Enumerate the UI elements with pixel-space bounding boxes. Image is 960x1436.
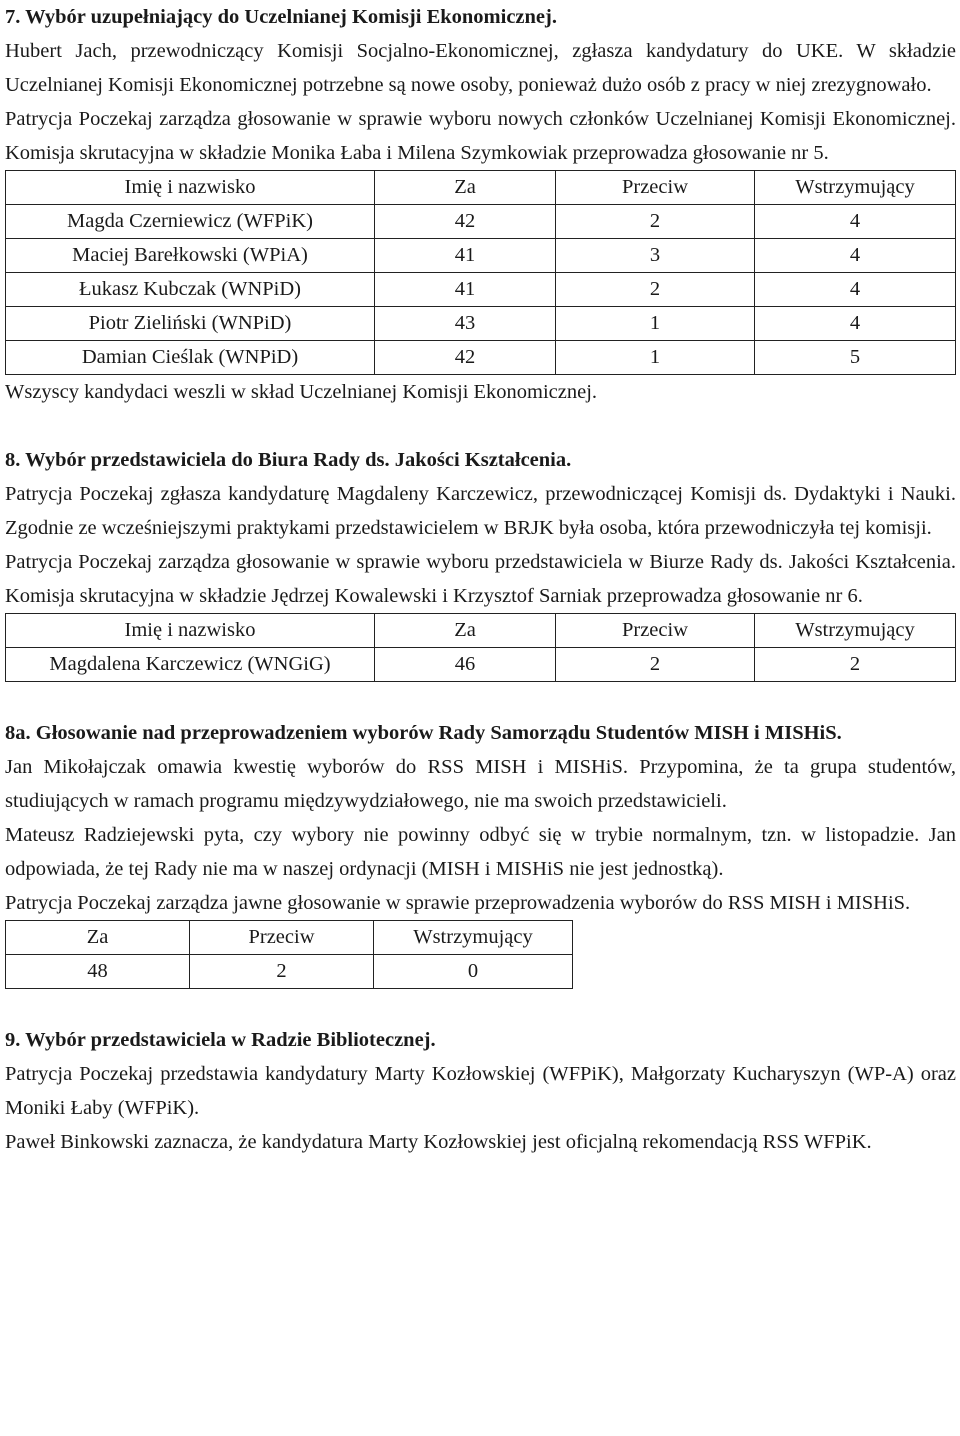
table-row (6, 205, 956, 239)
spacer (5, 682, 956, 716)
section-8a-paragraph-3: Patrycja Poczekaj zarządza jawne głosowanie w sprawie przeprowadzenia wyborów do RSS MISH i MISHiS. (5, 892, 911, 914)
section-7-paragraph-1: Hubert Jach, przewodniczący Komisji Socjalno-Ekonomicznej, zgłasza kandydatury do UKE. W składzie Uczelnianej Komisji Ekonomicznej potrzebne są nowe osoby, ponieważ dużo osób z pracy w niej zrezygnowało. (5, 40, 956, 96)
table-row (6, 648, 956, 682)
header-for: Za (375, 614, 556, 648)
table-header-row (6, 171, 956, 205)
section-9-paragraph-1: Patrycja Poczekaj przedstawia kandydatury Marty Kozłowskiej (WFPiK), Małgorzaty Kucharyszyn (WP-A) oraz Moniki Łaby (WFPiK). (5, 1063, 956, 1119)
table-row (6, 239, 956, 273)
vote-table-6 (5, 613, 956, 682)
header-against: Przeciw (556, 614, 755, 648)
cell-for: 46 (375, 648, 556, 682)
section-8a (5, 716, 956, 989)
section-8a-paragraph-1: Jan Mikołajczak omawia kwestię wyborów do RSS MISH i MISHiS. Przypomina, że ta grupa studentów, studiujących w ramach programu międzywydziałowego, nie ma swoich przedstawicieli. (5, 756, 956, 812)
section-7-heading: 7. Wybór uzupełniający do Uczelnianej Komisji Ekonomicznej. (5, 6, 557, 28)
cell-for: 42 (375, 341, 556, 375)
cell-abstain: 4 (755, 273, 956, 307)
vote-table-5 (5, 170, 956, 375)
cell-for: 43 (375, 307, 556, 341)
header-name: Imię i nazwisko (6, 171, 375, 205)
cell-against: 2 (556, 273, 755, 307)
cell-name: Piotr Zieliński (WNPiD) (6, 307, 375, 341)
section-7-paragraph-3: Wszyscy kandydaci weszli w skład Uczelnianej Komisji Ekonomicznej. (5, 381, 598, 403)
cell-against: 3 (556, 239, 755, 273)
cell-abstain: 2 (755, 648, 956, 682)
cell-for: 41 (375, 239, 556, 273)
cell-against: 1 (556, 341, 755, 375)
cell-against: 2 (556, 648, 755, 682)
section-8 (5, 443, 956, 682)
table-row (6, 341, 956, 375)
cell-against: 2 (556, 205, 755, 239)
table-row (6, 307, 956, 341)
section-8-paragraph-2: Patrycja Poczekaj zarządza głosowanie w sprawie wyboru przedstawiciela w Biurze Rady ds. Jakości Kształcenia. Komisja skrutacyjna w składzie Jędrzej Kowalewski i Krzysztof Sarniak przeprowadza głosowanie nr 6. (5, 551, 956, 607)
cell-name: Łukasz Kubczak (WNPiD) (6, 273, 375, 307)
header-abstain: Wstrzymujący (374, 921, 573, 955)
cell-against: 2 (190, 955, 374, 989)
spacer (5, 989, 956, 1023)
header-for: Za (375, 171, 556, 205)
cell-for: 42 (375, 205, 556, 239)
cell-name: Damian Cieślak (WNPiD) (6, 341, 375, 375)
section-8a-heading: 8a. Głosowanie nad przeprowadzeniem wyborów Rady Samorządu Studentów MISH i MISHiS. (5, 722, 842, 744)
section-9-heading: 9. Wybór przedstawiciela w Radzie Bibliotecznej. (5, 1029, 436, 1051)
cell-name: Magda Czerniewicz (WFPiK) (6, 205, 375, 239)
header-name: Imię i nazwisko (6, 614, 375, 648)
section-9-paragraph-2: Paweł Binkowski zaznacza, że kandydatura Marty Kozłowskiej jest oficjalną rekomendacją RSS WFPiK. (5, 1131, 872, 1153)
table-row (6, 273, 956, 307)
cell-abstain: 5 (755, 341, 956, 375)
section-7 (5, 0, 956, 409)
cell-for: 41 (375, 273, 556, 307)
vote-table-open (5, 920, 573, 989)
cell-abstain: 0 (374, 955, 573, 989)
table-header-row (6, 614, 956, 648)
section-8-heading: 8. Wybór przedstawiciela do Biura Rady ds. Jakości Kształcenia. (5, 449, 572, 471)
section-9 (5, 1023, 956, 1159)
cell-abstain: 4 (755, 205, 956, 239)
cell-for: 48 (6, 955, 190, 989)
cell-name: Magdalena Karczewicz (WNGiG) (6, 648, 375, 682)
cell-abstain: 4 (755, 239, 956, 273)
cell-name: Maciej Barełkowski (WPiA) (6, 239, 375, 273)
spacer (5, 409, 956, 443)
table-header-row (6, 921, 573, 955)
cell-abstain: 4 (755, 307, 956, 341)
header-against: Przeciw (190, 921, 374, 955)
header-against: Przeciw (556, 171, 755, 205)
section-7-paragraph-2: Patrycja Poczekaj zarządza głosowanie w sprawie wyboru nowych członków Uczelnianej Komisji Ekonomicznej. Komisja skrutacyjna w składzie Monika Łaba i Milena Szymkowiak przeprowadza głosowanie nr 5. (5, 108, 956, 164)
header-abstain: Wstrzymujący (755, 614, 956, 648)
table-row (6, 955, 573, 989)
header-abstain: Wstrzymujący (755, 171, 956, 205)
section-8-paragraph-1: Patrycja Poczekaj zgłasza kandydaturę Magdaleny Karczewicz, przewodniczącej Komisji ds. Dydaktyki i Nauki. Zgodnie ze wcześniejszymi praktykami przedstawicielem w BRJK była osoba, która przewodniczyła tej komisji. (5, 483, 956, 539)
section-8a-paragraph-2: Mateusz Radziejewski pyta, czy wybory nie powinny odbyć się w trybie normalnym, tzn. w listopadzie. Jan odpowiada, że tej Rady nie ma w naszej ordynacji (MISH i MISHiS nie jest jednostką). (5, 824, 956, 880)
cell-against: 1 (556, 307, 755, 341)
header-for: Za (6, 921, 190, 955)
